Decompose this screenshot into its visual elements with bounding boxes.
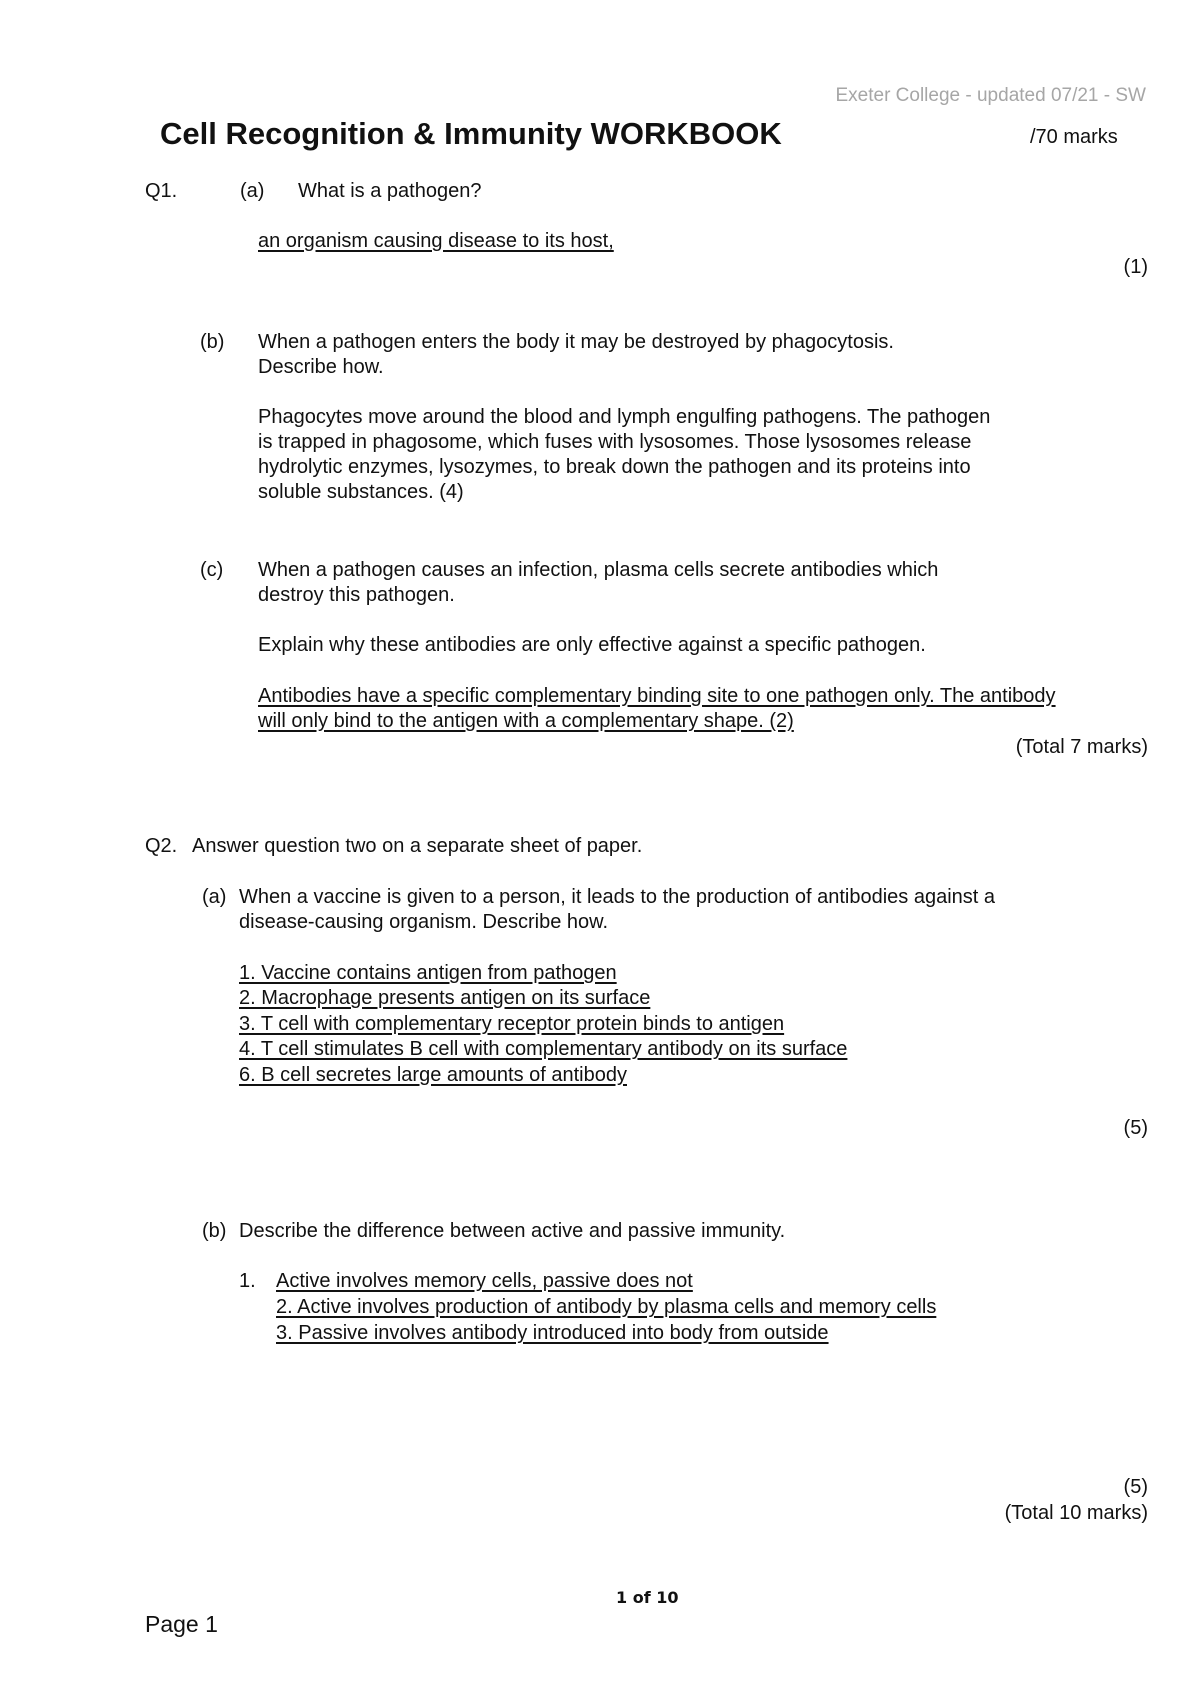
- q1-label: Q1.: [145, 180, 178, 202]
- page-title: Cell Recognition & Immunity WORKBOOK: [160, 116, 782, 151]
- q1c-answer-line: Antibodies have a specific complementary binding site to one pathogen only. The antibody: [258, 685, 1056, 707]
- q1c-label: (c): [200, 559, 224, 581]
- q1c-answer-line: will only bind to the antigen with a complementary shape. (2): [258, 710, 794, 732]
- q1b-answer-line: soluble substances. (4): [258, 481, 464, 503]
- q1a-marks: (1): [1123, 256, 1148, 278]
- q2a-answer-line: 6. B cell secretes large amounts of antibody: [239, 1064, 627, 1086]
- q2b-marks: (5): [1123, 1476, 1148, 1498]
- q2b-answer-line: 2. Active involves production of antibody by plasma cells and memory cells: [276, 1296, 937, 1318]
- q1-total: (Total 7 marks): [1015, 736, 1148, 758]
- q2-intro: Answer question two on a separate sheet of paper.: [192, 835, 643, 857]
- q2-label: Q2.: [145, 835, 178, 857]
- q1a-label: (a): [240, 180, 265, 202]
- q2b-number: 1.: [239, 1270, 256, 1292]
- q2a-answer-line: 2. Macrophage presents antigen on its surface: [239, 987, 651, 1009]
- q1c-question-line: destroy this pathogen.: [258, 584, 455, 606]
- page-counter: 1 of 10: [616, 1588, 679, 1607]
- q2a-answer-line: 1. Vaccine contains antigen from pathogen: [239, 962, 617, 984]
- q1b-question-line: When a pathogen enters the body it may be destroyed by phagocytosis.: [258, 331, 894, 353]
- q1b-question-line: Describe how.: [258, 356, 384, 378]
- q1a-answer: an organism causing disease to its host,: [258, 230, 614, 252]
- q1b-answer-line: Phagocytes move around the blood and lymph engulfing pathogens. The pathogen: [258, 406, 991, 428]
- q2a-label: (a): [202, 886, 227, 908]
- header-note: Exeter College - updated 07/21 - SW: [835, 85, 1146, 106]
- q2a-question-line: When a vaccine is given to a person, it leads to the production of antibodies against a: [239, 886, 996, 908]
- q2a-question-line: disease-causing organism. Describe how.: [239, 911, 609, 933]
- q1a-question: What is a pathogen?: [298, 180, 482, 202]
- q2b-answer-line: Active involves memory cells, passive does not: [276, 1270, 693, 1292]
- q2b-question: Describe the difference between active and passive immunity.: [239, 1220, 786, 1242]
- q1c-explain: Explain why these antibodies are only effective against a specific pathogen.: [258, 634, 926, 656]
- q2-total: (Total 10 marks): [1004, 1502, 1148, 1524]
- q2a-marks: (5): [1123, 1117, 1148, 1139]
- q2b-answer-line: 3. Passive involves antibody introduced into body from outside: [276, 1322, 829, 1344]
- total-marks: /70 marks: [1030, 126, 1118, 148]
- page-label: Page 1: [145, 1611, 218, 1637]
- q2b-label: (b): [202, 1220, 227, 1242]
- q1b-answer-line: is trapped in phagosome, which fuses with lysosomes. Those lysosomes release: [258, 431, 972, 453]
- q1b-label: (b): [200, 331, 225, 353]
- q1b-answer-line: hydrolytic enzymes, lysozymes, to break down the pathogen and its proteins into: [258, 456, 971, 478]
- q1c-question-line: When a pathogen causes an infection, plasma cells secrete antibodies which: [258, 559, 939, 581]
- q2a-answer-line: 4. T cell stimulates B cell with complementary antibody on its surface: [239, 1038, 848, 1060]
- q2a-answer-line: 3. T cell with complementary receptor protein binds to antigen: [239, 1013, 785, 1035]
